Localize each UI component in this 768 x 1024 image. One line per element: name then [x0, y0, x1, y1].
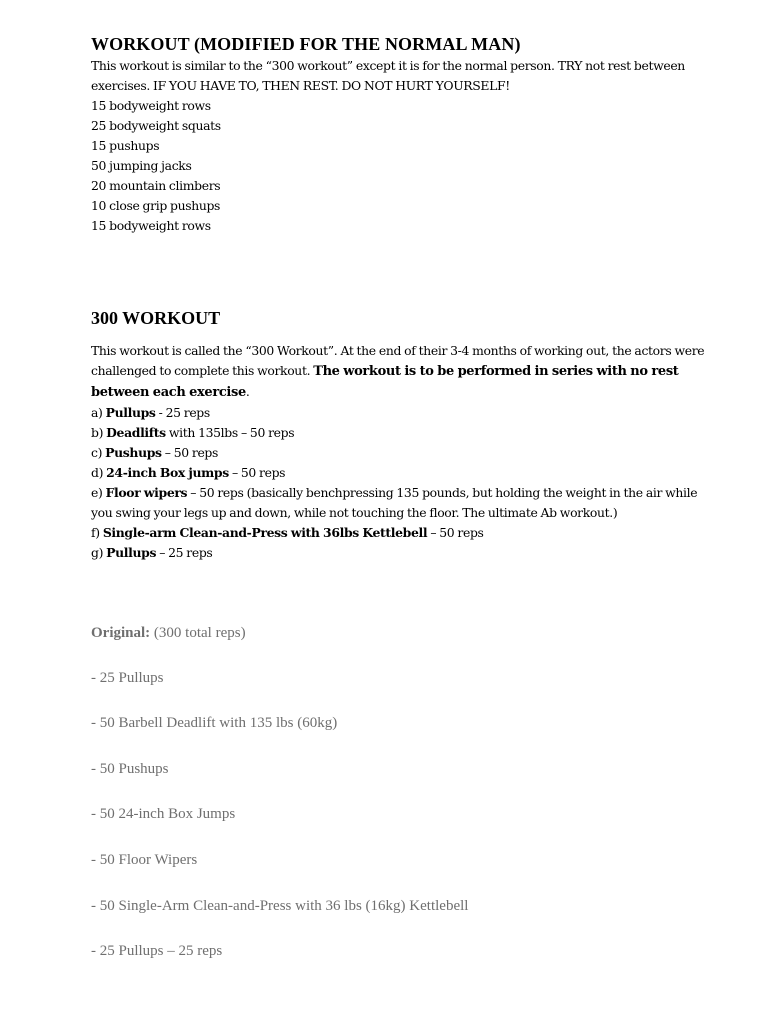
- section1-item: 20 mountain climbers: [91, 178, 221, 193]
- section2-item: [91, 543, 731, 563]
- section2-intro-emphasis: The workout is to be performed in series with no rest: [313, 364, 679, 379]
- item-detail: – 50 reps: [427, 525, 484, 540]
- original-item: - 50 Pushups: [91, 761, 169, 777]
- item-detail: – 50 reps: [161, 445, 219, 460]
- original-item: - 25 Pullups – 25 reps: [91, 943, 223, 959]
- item-prefix: c): [91, 445, 106, 460]
- section1-title: WORKOUT (MODIFIED FOR THE NORMAL MAN): [91, 34, 521, 54]
- item-name: Single-arm Clean-and-Press with 36lbs Kettlebell: [102, 525, 428, 540]
- original-item: - 50 Barbell Deadlift with 135 lbs (60kg): [91, 715, 338, 731]
- item-prefix: f): [91, 525, 103, 540]
- item-detail: – 25 reps: [156, 545, 213, 560]
- item-name: Pullups: [105, 405, 156, 420]
- original-item: - 50 24-inch Box Jumps: [91, 806, 236, 822]
- original-item: - 50 Floor Wipers: [91, 852, 198, 868]
- section1-item: 25 bodyweight squats: [91, 118, 221, 133]
- item-name: Floor wipers: [105, 485, 188, 500]
- item-prefix: b): [91, 425, 107, 440]
- section1-item: 15 pushups: [91, 138, 160, 153]
- item-prefix: g): [91, 545, 107, 560]
- original-header: [91, 623, 246, 643]
- item-name: Pullups: [106, 545, 157, 560]
- section2-item: [91, 483, 731, 503]
- item-name: Deadlifts: [106, 425, 166, 440]
- item-prefix: e): [91, 485, 106, 500]
- original-label-note: (300 total reps): [150, 625, 246, 641]
- section2-intro-plain: challenged to complete this workout.: [91, 363, 314, 378]
- section2-item: [91, 443, 731, 463]
- item-detail: – 50 reps: [228, 465, 286, 480]
- section2-item: [91, 423, 731, 443]
- section2-intro-line2: [91, 361, 731, 382]
- section2-intro-line1: This workout is called the “300 Workout”. At the end of their 3-4 months of working out, the actors were: [91, 343, 705, 358]
- section2-item: [91, 523, 731, 543]
- section2-title: 300 WORKOUT: [91, 308, 221, 328]
- section1-item: 15 bodyweight rows: [91, 98, 211, 113]
- item-detail: – 50 reps (basically benchpressing 135 pounds, but holding the weight in the air while: [187, 485, 698, 500]
- original-label: Original:: [91, 625, 151, 641]
- item-detail: with 135lbs – 50 reps: [165, 425, 295, 440]
- item-prefix: d): [91, 465, 107, 480]
- item-name: Pushups: [105, 445, 162, 460]
- section2-intro-line3: [91, 382, 731, 403]
- section2-body: [91, 341, 731, 563]
- section1-item: 10 close grip pushups: [91, 198, 221, 213]
- section2-intro: [91, 341, 731, 563]
- section2-item-continuation: [91, 503, 731, 523]
- section1-item: 15 bodyweight rows: [91, 218, 211, 233]
- item-detail: you swing your legs up and down, while not touching the floor. The ultimate Ab workout.): [91, 505, 618, 520]
- section1-intro-line1: This workout is similar to the “300 workout” except it is for the normal person. TRY not rest between: [91, 58, 685, 73]
- section2-intro-emphasis-end: between each exercise: [91, 385, 246, 400]
- section1-intro: [91, 56, 731, 236]
- section1-item: 50 jumping jacks: [91, 158, 192, 173]
- section2-item: [91, 403, 731, 423]
- item-name: 24-inch Box jumps: [106, 465, 229, 480]
- document-page: [91, 32, 731, 959]
- section2-intro-period: .: [245, 384, 250, 399]
- section2-item: [91, 463, 731, 483]
- item-detail: - 25 reps: [155, 405, 210, 420]
- original-item: - 25 Pullups: [91, 670, 164, 686]
- section1-intro-line2: exercises. IF YOU HAVE TO, THEN REST. DO NOT HURT YOURSELF!: [91, 78, 510, 93]
- original-item: - 50 Single-Arm Clean-and-Press with 36 lbs (16kg) Kettlebell: [91, 898, 469, 914]
- item-prefix: a): [91, 405, 106, 420]
